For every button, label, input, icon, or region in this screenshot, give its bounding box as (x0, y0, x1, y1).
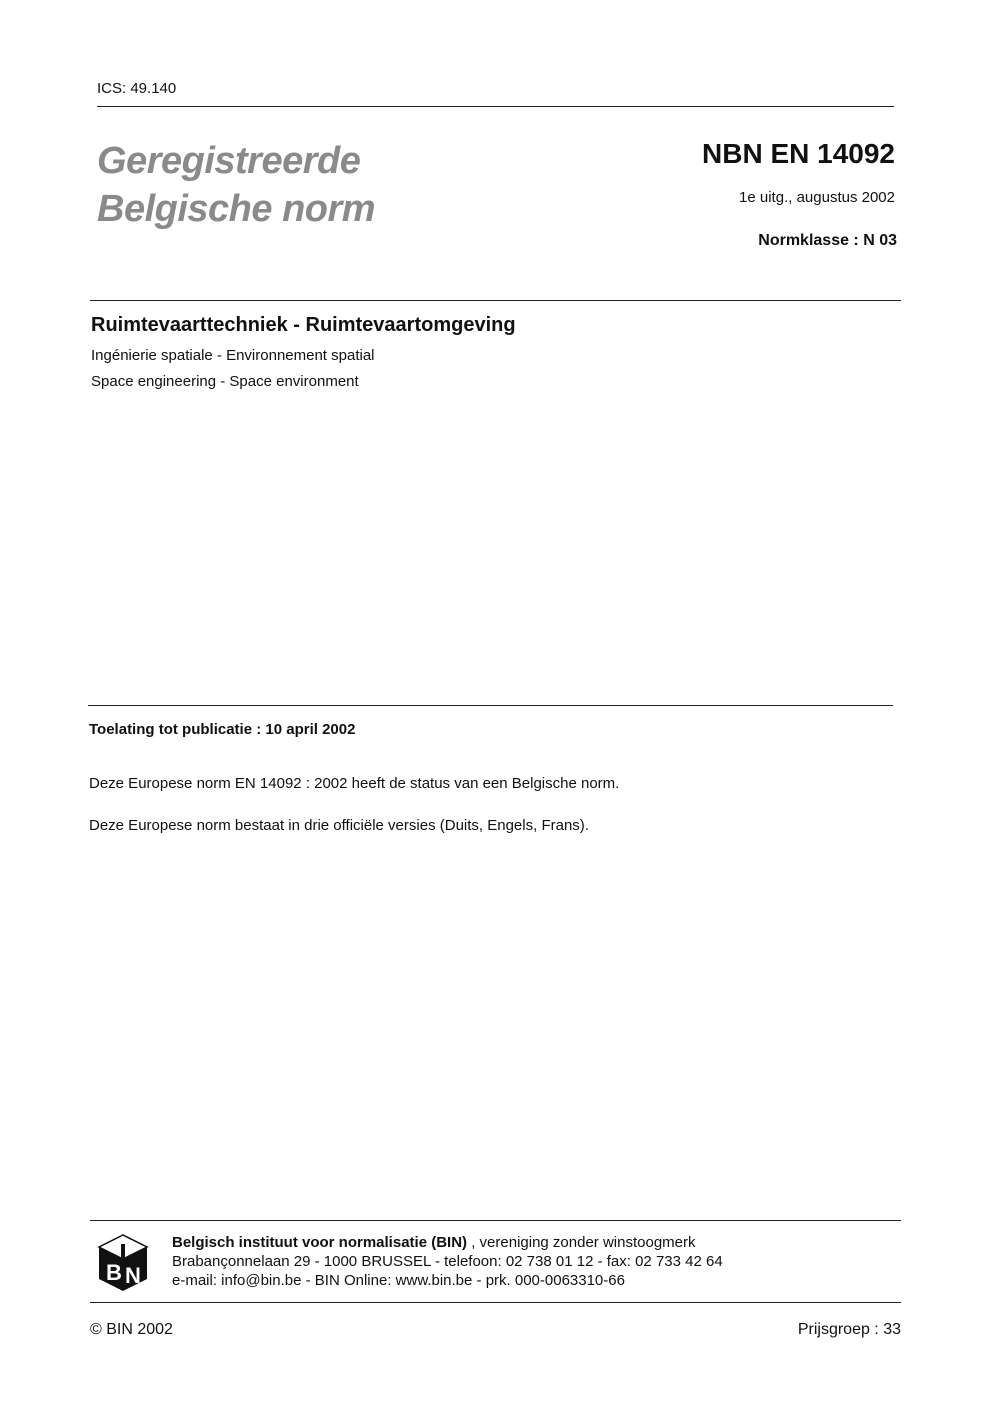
bin-logo-letters-b-n: B (106, 1260, 122, 1285)
edition-date: 1e uitg., augustus 2002 (739, 189, 895, 206)
top-divider (97, 106, 894, 107)
registered-norm-title (97, 137, 375, 233)
versions-statement: Deze Europese norm bestaat in drie officiële versies (Duits, Engels, Frans). (89, 817, 589, 834)
organization-name-line (172, 1233, 723, 1252)
approval-date: Toelating tot publicatie : 10 april 2002 (89, 721, 356, 738)
registered-title-line-2: Belgische norm (97, 188, 376, 230)
bin-logo-icon (97, 1233, 149, 1293)
title-dutch: Ruimtevaarttechniek - Ruimtevaartomgeving (91, 314, 516, 336)
registered-title-line-1: Geregistreerde (97, 140, 361, 182)
organization-type: , vereniging zonder winstoogmerk (467, 1234, 696, 1251)
title-french: Ingénierie spatiale - Environnement spatial (91, 347, 375, 364)
price-group: Prijsgroep : 33 (797, 1321, 901, 1338)
status-statement: Deze Europese norm EN 14092 : 2002 heeft de status van een Belgische norm. (89, 775, 620, 792)
organization-divider-bottom (90, 1302, 901, 1303)
standard-number: NBN EN 14092 (702, 138, 895, 169)
copyright-notice: © BIN 2002 (90, 1321, 173, 1338)
organization-name: Belgisch instituut voor normalisatie (BIN) (172, 1234, 468, 1251)
title-divider (90, 300, 901, 301)
organization-contact: e-mail: info@bin.be - BIN Online: www.bin.be - prk. 000-0063310-66 (172, 1272, 625, 1289)
svg-text:N: N (125, 1263, 141, 1288)
organization-block (172, 1233, 723, 1290)
publication-divider (88, 705, 893, 706)
ics-code: ICS: 49.140 (97, 80, 177, 97)
norm-class: Normklasse : N 03 (758, 232, 897, 249)
organization-divider-top (90, 1220, 901, 1221)
organization-address: Brabançonnelaan 29 - 1000 BRUSSEL - telefoon: 02 738 01 12 - fax: 02 733 42 64 (172, 1253, 723, 1270)
title-english: Space engineering - Space environment (91, 373, 359, 390)
